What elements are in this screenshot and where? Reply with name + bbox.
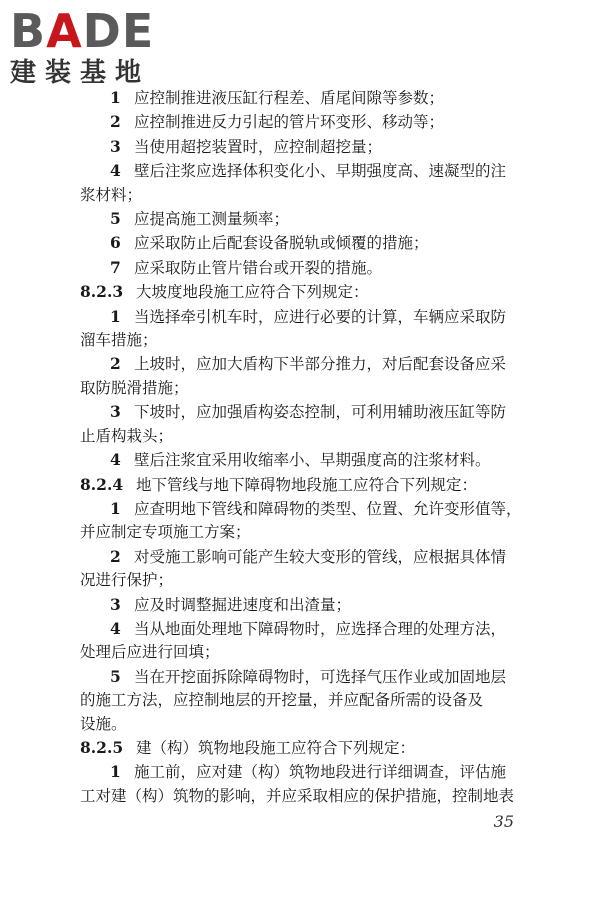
continuation-line bbox=[80, 689, 525, 712]
section-heading bbox=[80, 280, 525, 304]
list-item bbox=[80, 497, 525, 521]
item-number: 3 bbox=[110, 402, 121, 422]
continuation-line bbox=[80, 329, 525, 352]
item-number: 2 bbox=[110, 354, 121, 374]
item-number: 2 bbox=[110, 112, 121, 132]
item-number: 3 bbox=[110, 136, 121, 156]
continuation-line bbox=[80, 785, 525, 808]
section-heading bbox=[80, 473, 525, 497]
list-item bbox=[80, 352, 525, 376]
line-text: 下坡时，应加强盾构姿态控制，可利用辅助液压缸等防 bbox=[134, 403, 507, 422]
line-text: 大坡度地段施工应符合下列规定： bbox=[136, 283, 369, 302]
line-text: 应查明地下管线和障碍物的类型、位置、允许变形值等， bbox=[134, 499, 522, 518]
list-item bbox=[80, 400, 525, 424]
list-item bbox=[80, 231, 525, 255]
line-text: 处理后应进行回填； bbox=[80, 643, 220, 662]
line-text: 地下管线与地下障碍物地段施工应符合下列规定： bbox=[136, 475, 478, 494]
item-number: 7 bbox=[110, 257, 121, 277]
line-text: 当在开挖面拆除障碍物时，可选择气压作业或加固地层 bbox=[134, 667, 507, 686]
item-number: 1 bbox=[110, 762, 121, 782]
line-text: 当使用超挖装置时，应控制超挖量； bbox=[134, 137, 383, 156]
item-number: 2 bbox=[110, 546, 121, 566]
line-text: 工对建（构）筑物的影响，并应采取相应的保护措施，控制地表 bbox=[80, 786, 515, 805]
page-number: 35 bbox=[493, 812, 514, 831]
list-item bbox=[80, 448, 525, 472]
logo-subtitle: 建装基地 bbox=[10, 58, 151, 88]
section-heading bbox=[80, 736, 525, 760]
line-text: 壁后注浆应选择体积变化小、早期强度高、速凝型的注 bbox=[134, 162, 507, 181]
item-number: 4 bbox=[110, 161, 121, 181]
logo-mark bbox=[10, 4, 180, 58]
item-number: 3 bbox=[110, 594, 121, 614]
item-number: 6 bbox=[110, 233, 121, 253]
logo-mark-text: BADE bbox=[10, 4, 155, 58]
line-text: 止盾构栽头； bbox=[80, 426, 174, 445]
line-text: 应采取防止后配套设备脱轨或倾覆的措施； bbox=[134, 234, 429, 253]
line-text: 上坡时，应加大盾构下半部分推力，对后配套设备应采 bbox=[134, 355, 507, 374]
document-body bbox=[80, 86, 525, 808]
list-item bbox=[80, 256, 525, 280]
item-number: 4 bbox=[110, 450, 121, 470]
list-item bbox=[80, 135, 525, 159]
line-text: 对受施工影响可能产生较大变形的管线，应根据具体情 bbox=[134, 547, 507, 566]
list-item bbox=[80, 110, 525, 134]
continuation-line bbox=[80, 184, 525, 207]
list-item bbox=[80, 305, 525, 329]
line-text: 况进行保护； bbox=[80, 571, 174, 590]
item-number: 1 bbox=[110, 88, 121, 107]
continuation-line bbox=[80, 521, 525, 544]
line-text: 应采取防止管片错台或开裂的措施。 bbox=[134, 258, 383, 277]
item-number: 4 bbox=[110, 618, 121, 638]
line-text: 当选择牵引机车时，应进行必要的计算，车辆应采取防 bbox=[134, 307, 507, 326]
list-item bbox=[80, 593, 525, 617]
continuation-line bbox=[80, 425, 525, 448]
line-text: 应提高施工测量频率； bbox=[134, 210, 290, 229]
section-number: 8.2.4 bbox=[80, 474, 124, 494]
item-number: 5 bbox=[110, 209, 121, 229]
list-item bbox=[80, 760, 525, 784]
section-number: 8.2.5 bbox=[80, 737, 124, 757]
line-text: 壁后注浆宜采用收缩率小、早期强度高的注浆材料。 bbox=[134, 451, 491, 470]
line-text: 设施。 bbox=[80, 714, 127, 733]
line-text: 应控制推进液压缸行程差、盾尾间隙等参数； bbox=[134, 89, 445, 107]
continuation-line bbox=[80, 641, 525, 664]
line-text: 取防脱滑措施； bbox=[80, 378, 189, 397]
item-number: 1 bbox=[110, 306, 121, 326]
line-text: 当从地面处理地下障碍物时，应选择合理的处理方法， bbox=[134, 619, 507, 638]
continuation-line bbox=[80, 713, 525, 736]
line-text: 浆材料； bbox=[80, 185, 143, 204]
line-text: 应控制推进反力引起的管片环变形、移动等； bbox=[134, 113, 445, 132]
line-text: 溜车措施； bbox=[80, 331, 158, 350]
list-item bbox=[80, 207, 525, 231]
item-number: 1 bbox=[110, 498, 121, 518]
line-text: 的施工方法，应控制地层的开挖量，并应配备所需的设备及 bbox=[80, 691, 484, 710]
continuation-line bbox=[80, 569, 525, 592]
item-number: 5 bbox=[110, 666, 121, 686]
continuation-line bbox=[80, 377, 525, 400]
line-text: 并应制定专项施工方案； bbox=[80, 523, 251, 542]
list-item bbox=[80, 545, 525, 569]
list-item bbox=[80, 665, 525, 689]
section-number: 8.2.3 bbox=[80, 282, 124, 302]
line-text: 建（构）筑物地段施工应符合下列规定： bbox=[136, 738, 416, 757]
list-item bbox=[80, 86, 525, 110]
list-item bbox=[80, 617, 525, 641]
list-item bbox=[80, 159, 525, 183]
line-text: 施工前，应对建（构）筑物地段进行详细调查，评估施 bbox=[134, 763, 507, 782]
bade-logo bbox=[10, 4, 180, 88]
line-text: 应及时调整掘进速度和出渣量； bbox=[134, 595, 352, 614]
